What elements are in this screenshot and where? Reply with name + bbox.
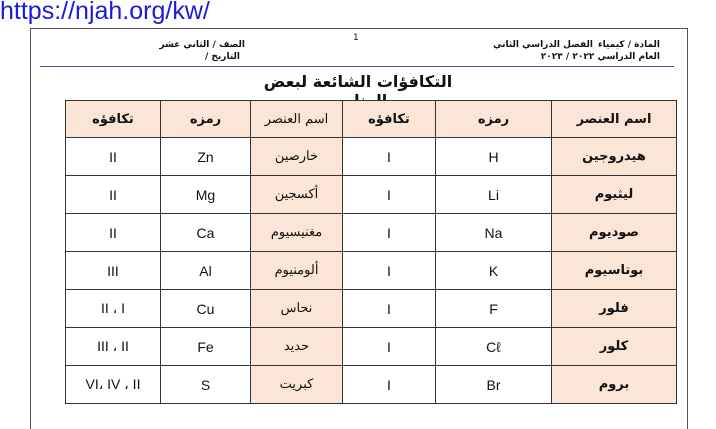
table-cell: I — [343, 176, 436, 214]
date-label: التاريخ / — [205, 52, 240, 62]
column-header: تكافؤه — [343, 101, 436, 138]
table-cell: بروم — [552, 366, 677, 404]
table-cell: F — [436, 290, 552, 328]
table-cell: فلور — [552, 290, 677, 328]
table-row — [66, 366, 677, 404]
valency-table — [65, 100, 677, 404]
table-cell: Ca — [161, 214, 251, 252]
table-cell: كلور — [552, 328, 677, 366]
column-header: اسم العنصر — [251, 101, 343, 138]
table-cell: I — [343, 290, 436, 328]
table-cell: هيدروجين — [552, 138, 677, 176]
grade-label: الصف / الثاني عشر — [159, 40, 245, 50]
semester-label: الفصل الدراسي الثاني — [493, 40, 593, 50]
table-cell: أكسجين — [251, 176, 343, 214]
school-year-label: العام الدراسي ٢٠٢٢ / ٢٠٢٣ — [540, 52, 660, 62]
table-cell: III ، II — [66, 328, 161, 366]
table-cell: ألومنيوم — [251, 252, 343, 290]
table-cell: II — [66, 214, 161, 252]
table-row — [66, 328, 677, 366]
table-cell: كبريت — [251, 366, 343, 404]
table-cell: Na — [436, 214, 552, 252]
table-row — [66, 252, 677, 290]
table-cell: Fe — [161, 328, 251, 366]
table-cell: II — [66, 138, 161, 176]
table-cell: I — [343, 328, 436, 366]
table-cell: نحاس — [251, 290, 343, 328]
table-cell: صوديوم — [552, 214, 677, 252]
document-title: التكافؤات الشائعة لبعض — [263, 72, 453, 91]
table-cell: I — [343, 138, 436, 176]
table-cell: Mg — [161, 176, 251, 214]
column-header: رمزه — [436, 101, 552, 138]
subject-label: المادة / كيمياء — [598, 40, 660, 50]
table-row — [66, 176, 677, 214]
table-cell: Al — [161, 252, 251, 290]
table-cell: I — [343, 252, 436, 290]
column-header: تكافؤه — [66, 101, 161, 138]
source-url[interactable]: https://njah.org/kw/ — [0, 0, 210, 25]
column-header: رمزه — [161, 101, 251, 138]
table-cell: Li — [436, 176, 552, 214]
table-row — [66, 138, 677, 176]
table-cell: بوتاسيوم — [552, 252, 677, 290]
table-header-row — [66, 101, 677, 138]
table-cell: III — [66, 252, 161, 290]
table-cell: S — [161, 366, 251, 404]
table-cell: Cu — [161, 290, 251, 328]
table-cell: ليثيوم — [552, 176, 677, 214]
table-cell: H — [436, 138, 552, 176]
table-cell: Zn — [161, 138, 251, 176]
column-header: اسم العنصر — [552, 101, 677, 138]
table-cell: I — [343, 366, 436, 404]
table-cell: خارصين — [251, 138, 343, 176]
table-cell: K — [436, 252, 552, 290]
table-cell: II ، I — [66, 290, 161, 328]
header-divider — [40, 66, 674, 67]
table-row — [66, 290, 677, 328]
table-cell: مغنيسيوم — [251, 214, 343, 252]
table-row — [66, 214, 677, 252]
table-cell: Cℓ — [436, 328, 552, 366]
table-cell: VI، IV ، II — [66, 366, 161, 404]
page-number: 1 — [353, 33, 359, 43]
table-cell: II — [66, 176, 161, 214]
table-cell: حديد — [251, 328, 343, 366]
table-cell: I — [343, 214, 436, 252]
table-cell: Br — [436, 366, 552, 404]
